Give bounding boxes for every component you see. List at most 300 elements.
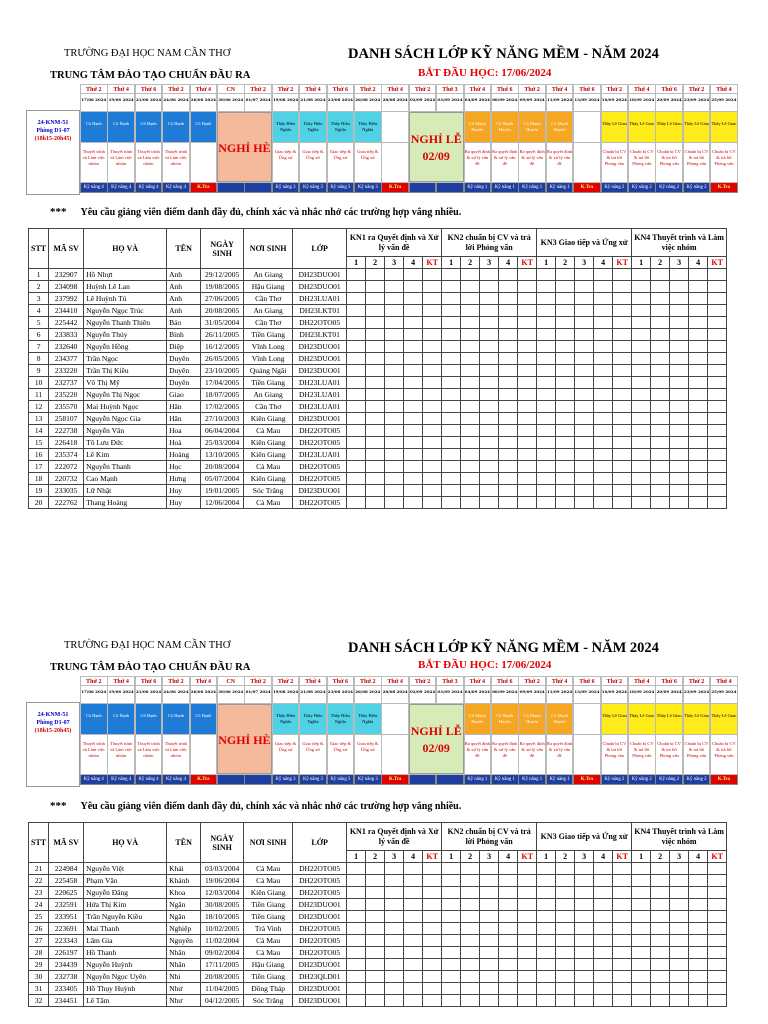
attendance-cell[interactable]: [423, 461, 442, 473]
attendance-cell[interactable]: [480, 329, 499, 341]
attendance-cell[interactable]: [594, 863, 613, 875]
attendance-cell[interactable]: [423, 911, 442, 923]
attendance-cell[interactable]: [594, 923, 613, 935]
attendance-cell[interactable]: [423, 971, 442, 983]
attendance-cell[interactable]: [480, 947, 499, 959]
attendance-cell[interactable]: [632, 353, 651, 365]
attendance-cell[interactable]: [537, 293, 556, 305]
attendance-cell[interactable]: [670, 329, 689, 341]
attendance-cell[interactable]: [347, 863, 366, 875]
attendance-cell[interactable]: [708, 875, 727, 887]
attendance-cell[interactable]: [537, 401, 556, 413]
attendance-cell[interactable]: [423, 485, 442, 497]
attendance-cell[interactable]: [442, 329, 461, 341]
attendance-cell[interactable]: [518, 413, 537, 425]
attendance-cell[interactable]: [537, 269, 556, 281]
attendance-cell[interactable]: [404, 911, 423, 923]
attendance-cell[interactable]: [689, 413, 708, 425]
attendance-cell[interactable]: [651, 959, 670, 971]
attendance-cell[interactable]: [708, 401, 727, 413]
attendance-cell[interactable]: [670, 863, 689, 875]
attendance-cell[interactable]: [575, 401, 594, 413]
attendance-cell[interactable]: [518, 971, 537, 983]
attendance-cell[interactable]: [366, 305, 385, 317]
attendance-cell[interactable]: [613, 353, 632, 365]
attendance-cell[interactable]: [575, 923, 594, 935]
attendance-cell[interactable]: [442, 863, 461, 875]
attendance-cell[interactable]: [632, 863, 651, 875]
attendance-cell[interactable]: [518, 269, 537, 281]
attendance-cell[interactable]: [689, 959, 708, 971]
attendance-cell[interactable]: [670, 353, 689, 365]
attendance-cell[interactable]: [499, 377, 518, 389]
attendance-cell[interactable]: [385, 401, 404, 413]
attendance-cell[interactable]: [461, 863, 480, 875]
attendance-cell[interactable]: [366, 911, 385, 923]
attendance-cell[interactable]: [366, 401, 385, 413]
attendance-cell[interactable]: [594, 329, 613, 341]
attendance-cell[interactable]: [708, 413, 727, 425]
attendance-cell[interactable]: [575, 473, 594, 485]
attendance-cell[interactable]: [575, 377, 594, 389]
attendance-cell[interactable]: [689, 401, 708, 413]
attendance-cell[interactable]: [613, 389, 632, 401]
attendance-cell[interactable]: [670, 425, 689, 437]
attendance-cell[interactable]: [404, 305, 423, 317]
attendance-cell[interactable]: [499, 269, 518, 281]
attendance-cell[interactable]: [499, 413, 518, 425]
attendance-cell[interactable]: [461, 887, 480, 899]
attendance-cell[interactable]: [632, 947, 651, 959]
attendance-cell[interactable]: [461, 875, 480, 887]
attendance-cell[interactable]: [404, 863, 423, 875]
attendance-cell[interactable]: [404, 959, 423, 971]
attendance-cell[interactable]: [423, 377, 442, 389]
attendance-cell[interactable]: [423, 923, 442, 935]
attendance-cell[interactable]: [708, 437, 727, 449]
attendance-cell[interactable]: [518, 365, 537, 377]
attendance-cell[interactable]: [461, 461, 480, 473]
attendance-cell[interactable]: [404, 281, 423, 293]
attendance-cell[interactable]: [499, 971, 518, 983]
attendance-cell[interactable]: [594, 281, 613, 293]
attendance-cell[interactable]: [594, 497, 613, 509]
attendance-cell[interactable]: [499, 437, 518, 449]
attendance-cell[interactable]: [499, 935, 518, 947]
attendance-cell[interactable]: [594, 887, 613, 899]
attendance-cell[interactable]: [366, 971, 385, 983]
attendance-cell[interactable]: [518, 863, 537, 875]
attendance-cell[interactable]: [632, 923, 651, 935]
attendance-cell[interactable]: [461, 329, 480, 341]
attendance-cell[interactable]: [461, 281, 480, 293]
attendance-cell[interactable]: [385, 923, 404, 935]
attendance-cell[interactable]: [575, 875, 594, 887]
attendance-cell[interactable]: [366, 983, 385, 995]
attendance-cell[interactable]: [461, 971, 480, 983]
attendance-cell[interactable]: [689, 971, 708, 983]
attendance-cell[interactable]: [537, 497, 556, 509]
attendance-cell[interactable]: [366, 887, 385, 899]
attendance-cell[interactable]: [556, 947, 575, 959]
attendance-cell[interactable]: [708, 863, 727, 875]
attendance-cell[interactable]: [689, 293, 708, 305]
attendance-cell[interactable]: [651, 449, 670, 461]
attendance-cell[interactable]: [518, 923, 537, 935]
attendance-cell[interactable]: [575, 365, 594, 377]
attendance-cell[interactable]: [423, 305, 442, 317]
attendance-cell[interactable]: [442, 401, 461, 413]
attendance-cell[interactable]: [651, 389, 670, 401]
attendance-cell[interactable]: [613, 947, 632, 959]
attendance-cell[interactable]: [366, 377, 385, 389]
attendance-cell[interactable]: [537, 353, 556, 365]
attendance-cell[interactable]: [499, 995, 518, 1007]
attendance-cell[interactable]: [442, 995, 461, 1007]
attendance-cell[interactable]: [594, 995, 613, 1007]
attendance-cell[interactable]: [594, 461, 613, 473]
attendance-cell[interactable]: [537, 461, 556, 473]
attendance-cell[interactable]: [556, 281, 575, 293]
attendance-cell[interactable]: [708, 293, 727, 305]
attendance-cell[interactable]: [442, 437, 461, 449]
attendance-cell[interactable]: [499, 983, 518, 995]
attendance-cell[interactable]: [385, 341, 404, 353]
attendance-cell[interactable]: [594, 305, 613, 317]
attendance-cell[interactable]: [670, 911, 689, 923]
attendance-cell[interactable]: [613, 293, 632, 305]
attendance-cell[interactable]: [632, 461, 651, 473]
attendance-cell[interactable]: [518, 983, 537, 995]
attendance-cell[interactable]: [366, 947, 385, 959]
attendance-cell[interactable]: [385, 389, 404, 401]
attendance-cell[interactable]: [670, 995, 689, 1007]
attendance-cell[interactable]: [670, 899, 689, 911]
attendance-cell[interactable]: [499, 281, 518, 293]
attendance-cell[interactable]: [537, 329, 556, 341]
attendance-cell[interactable]: [556, 971, 575, 983]
attendance-cell[interactable]: [480, 353, 499, 365]
attendance-cell[interactable]: [575, 947, 594, 959]
attendance-cell[interactable]: [651, 281, 670, 293]
attendance-cell[interactable]: [537, 971, 556, 983]
attendance-cell[interactable]: [366, 497, 385, 509]
attendance-cell[interactable]: [537, 473, 556, 485]
attendance-cell[interactable]: [385, 887, 404, 899]
attendance-cell[interactable]: [518, 497, 537, 509]
attendance-cell[interactable]: [537, 959, 556, 971]
attendance-cell[interactable]: [556, 329, 575, 341]
attendance-cell[interactable]: [594, 317, 613, 329]
attendance-cell[interactable]: [366, 425, 385, 437]
attendance-cell[interactable]: [423, 959, 442, 971]
attendance-cell[interactable]: [461, 341, 480, 353]
attendance-cell[interactable]: [461, 425, 480, 437]
attendance-cell[interactable]: [404, 329, 423, 341]
attendance-cell[interactable]: [651, 497, 670, 509]
attendance-cell[interactable]: [556, 473, 575, 485]
attendance-cell[interactable]: [518, 437, 537, 449]
attendance-cell[interactable]: [689, 497, 708, 509]
attendance-cell[interactable]: [385, 377, 404, 389]
attendance-cell[interactable]: [613, 461, 632, 473]
attendance-cell[interactable]: [632, 899, 651, 911]
attendance-cell[interactable]: [518, 947, 537, 959]
attendance-cell[interactable]: [518, 935, 537, 947]
attendance-cell[interactable]: [347, 959, 366, 971]
attendance-cell[interactable]: [708, 329, 727, 341]
attendance-cell[interactable]: [404, 947, 423, 959]
attendance-cell[interactable]: [632, 377, 651, 389]
attendance-cell[interactable]: [366, 317, 385, 329]
attendance-cell[interactable]: [556, 935, 575, 947]
attendance-cell[interactable]: [594, 485, 613, 497]
attendance-cell[interactable]: [556, 863, 575, 875]
attendance-cell[interactable]: [461, 935, 480, 947]
attendance-cell[interactable]: [480, 461, 499, 473]
attendance-cell[interactable]: [708, 461, 727, 473]
attendance-cell[interactable]: [366, 995, 385, 1007]
attendance-cell[interactable]: [347, 269, 366, 281]
attendance-cell[interactable]: [670, 887, 689, 899]
attendance-cell[interactable]: [594, 983, 613, 995]
attendance-cell[interactable]: [499, 305, 518, 317]
attendance-cell[interactable]: [366, 461, 385, 473]
attendance-cell[interactable]: [670, 461, 689, 473]
attendance-cell[interactable]: [689, 995, 708, 1007]
attendance-cell[interactable]: [518, 389, 537, 401]
attendance-cell[interactable]: [594, 413, 613, 425]
attendance-cell[interactable]: [480, 899, 499, 911]
attendance-cell[interactable]: [404, 983, 423, 995]
attendance-cell[interactable]: [385, 317, 404, 329]
attendance-cell[interactable]: [461, 497, 480, 509]
attendance-cell[interactable]: [632, 473, 651, 485]
attendance-cell[interactable]: [537, 899, 556, 911]
attendance-cell[interactable]: [385, 353, 404, 365]
attendance-cell[interactable]: [575, 449, 594, 461]
attendance-cell[interactable]: [404, 449, 423, 461]
attendance-cell[interactable]: [461, 947, 480, 959]
attendance-cell[interactable]: [708, 923, 727, 935]
attendance-cell[interactable]: [575, 911, 594, 923]
attendance-cell[interactable]: [404, 377, 423, 389]
attendance-cell[interactable]: [708, 485, 727, 497]
attendance-cell[interactable]: [670, 485, 689, 497]
attendance-cell[interactable]: [480, 449, 499, 461]
attendance-cell[interactable]: [670, 269, 689, 281]
attendance-cell[interactable]: [423, 353, 442, 365]
attendance-cell[interactable]: [518, 899, 537, 911]
attendance-cell[interactable]: [613, 341, 632, 353]
attendance-cell[interactable]: [689, 377, 708, 389]
attendance-cell[interactable]: [651, 863, 670, 875]
attendance-cell[interactable]: [556, 365, 575, 377]
attendance-cell[interactable]: [461, 413, 480, 425]
attendance-cell[interactable]: [423, 329, 442, 341]
attendance-cell[interactable]: [689, 473, 708, 485]
attendance-cell[interactable]: [404, 437, 423, 449]
attendance-cell[interactable]: [385, 305, 404, 317]
attendance-cell[interactable]: [461, 293, 480, 305]
attendance-cell[interactable]: [347, 875, 366, 887]
attendance-cell[interactable]: [537, 449, 556, 461]
attendance-cell[interactable]: [556, 461, 575, 473]
attendance-cell[interactable]: [651, 875, 670, 887]
attendance-cell[interactable]: [423, 935, 442, 947]
attendance-cell[interactable]: [480, 935, 499, 947]
attendance-cell[interactable]: [423, 341, 442, 353]
attendance-cell[interactable]: [442, 461, 461, 473]
attendance-cell[interactable]: [518, 341, 537, 353]
attendance-cell[interactable]: [480, 875, 499, 887]
attendance-cell[interactable]: [537, 437, 556, 449]
attendance-cell[interactable]: [366, 437, 385, 449]
attendance-cell[interactable]: [537, 995, 556, 1007]
attendance-cell[interactable]: [347, 317, 366, 329]
attendance-cell[interactable]: [689, 281, 708, 293]
attendance-cell[interactable]: [404, 923, 423, 935]
attendance-cell[interactable]: [385, 461, 404, 473]
attendance-cell[interactable]: [480, 473, 499, 485]
attendance-cell[interactable]: [366, 449, 385, 461]
attendance-cell[interactable]: [670, 473, 689, 485]
attendance-cell[interactable]: [575, 959, 594, 971]
attendance-cell[interactable]: [537, 413, 556, 425]
attendance-cell[interactable]: [708, 425, 727, 437]
attendance-cell[interactable]: [480, 863, 499, 875]
attendance-cell[interactable]: [556, 401, 575, 413]
attendance-cell[interactable]: [708, 497, 727, 509]
attendance-cell[interactable]: [347, 449, 366, 461]
attendance-cell[interactable]: [632, 887, 651, 899]
attendance-cell[interactable]: [480, 281, 499, 293]
attendance-cell[interactable]: [537, 281, 556, 293]
attendance-cell[interactable]: [556, 923, 575, 935]
attendance-cell[interactable]: [480, 911, 499, 923]
attendance-cell[interactable]: [708, 317, 727, 329]
attendance-cell[interactable]: [347, 377, 366, 389]
attendance-cell[interactable]: [594, 341, 613, 353]
attendance-cell[interactable]: [689, 863, 708, 875]
attendance-cell[interactable]: [670, 983, 689, 995]
attendance-cell[interactable]: [347, 293, 366, 305]
attendance-cell[interactable]: [404, 899, 423, 911]
attendance-cell[interactable]: [575, 995, 594, 1007]
attendance-cell[interactable]: [708, 449, 727, 461]
attendance-cell[interactable]: [556, 995, 575, 1007]
attendance-cell[interactable]: [651, 995, 670, 1007]
attendance-cell[interactable]: [651, 461, 670, 473]
attendance-cell[interactable]: [632, 911, 651, 923]
attendance-cell[interactable]: [499, 365, 518, 377]
attendance-cell[interactable]: [347, 995, 366, 1007]
attendance-cell[interactable]: [632, 305, 651, 317]
attendance-cell[interactable]: [385, 485, 404, 497]
attendance-cell[interactable]: [537, 935, 556, 947]
attendance-cell[interactable]: [651, 425, 670, 437]
attendance-cell[interactable]: [518, 293, 537, 305]
attendance-cell[interactable]: [385, 971, 404, 983]
attendance-cell[interactable]: [442, 899, 461, 911]
attendance-cell[interactable]: [385, 875, 404, 887]
attendance-cell[interactable]: [708, 341, 727, 353]
attendance-cell[interactable]: [632, 425, 651, 437]
attendance-cell[interactable]: [442, 923, 461, 935]
attendance-cell[interactable]: [670, 935, 689, 947]
attendance-cell[interactable]: [347, 923, 366, 935]
attendance-cell[interactable]: [537, 377, 556, 389]
attendance-cell[interactable]: [461, 401, 480, 413]
attendance-cell[interactable]: [689, 935, 708, 947]
attendance-cell[interactable]: [385, 449, 404, 461]
attendance-cell[interactable]: [461, 365, 480, 377]
attendance-cell[interactable]: [423, 413, 442, 425]
attendance-cell[interactable]: [366, 959, 385, 971]
attendance-cell[interactable]: [575, 899, 594, 911]
attendance-cell[interactable]: [442, 389, 461, 401]
attendance-cell[interactable]: [708, 899, 727, 911]
attendance-cell[interactable]: [461, 473, 480, 485]
attendance-cell[interactable]: [708, 887, 727, 899]
attendance-cell[interactable]: [613, 329, 632, 341]
attendance-cell[interactable]: [632, 317, 651, 329]
attendance-cell[interactable]: [385, 365, 404, 377]
attendance-cell[interactable]: [423, 365, 442, 377]
attendance-cell[interactable]: [651, 305, 670, 317]
attendance-cell[interactable]: [651, 317, 670, 329]
attendance-cell[interactable]: [499, 425, 518, 437]
attendance-cell[interactable]: [423, 401, 442, 413]
attendance-cell[interactable]: [423, 449, 442, 461]
attendance-cell[interactable]: [632, 983, 651, 995]
attendance-cell[interactable]: [556, 449, 575, 461]
attendance-cell[interactable]: [613, 305, 632, 317]
attendance-cell[interactable]: [347, 305, 366, 317]
attendance-cell[interactable]: [385, 935, 404, 947]
attendance-cell[interactable]: [423, 281, 442, 293]
attendance-cell[interactable]: [651, 401, 670, 413]
attendance-cell[interactable]: [366, 341, 385, 353]
attendance-cell[interactable]: [632, 401, 651, 413]
attendance-cell[interactable]: [385, 425, 404, 437]
attendance-cell[interactable]: [347, 473, 366, 485]
attendance-cell[interactable]: [385, 269, 404, 281]
attendance-cell[interactable]: [537, 983, 556, 995]
attendance-cell[interactable]: [613, 413, 632, 425]
attendance-cell[interactable]: [499, 317, 518, 329]
attendance-cell[interactable]: [556, 353, 575, 365]
attendance-cell[interactable]: [366, 413, 385, 425]
attendance-cell[interactable]: [594, 899, 613, 911]
attendance-cell[interactable]: [689, 899, 708, 911]
attendance-cell[interactable]: [613, 377, 632, 389]
attendance-cell[interactable]: [632, 269, 651, 281]
attendance-cell[interactable]: [518, 959, 537, 971]
attendance-cell[interactable]: [689, 887, 708, 899]
attendance-cell[interactable]: [689, 353, 708, 365]
attendance-cell[interactable]: [518, 425, 537, 437]
attendance-cell[interactable]: [366, 281, 385, 293]
attendance-cell[interactable]: [423, 437, 442, 449]
attendance-cell[interactable]: [575, 317, 594, 329]
attendance-cell[interactable]: [613, 899, 632, 911]
attendance-cell[interactable]: [480, 983, 499, 995]
attendance-cell[interactable]: [651, 269, 670, 281]
attendance-cell[interactable]: [651, 935, 670, 947]
attendance-cell[interactable]: [442, 341, 461, 353]
attendance-cell[interactable]: [480, 389, 499, 401]
